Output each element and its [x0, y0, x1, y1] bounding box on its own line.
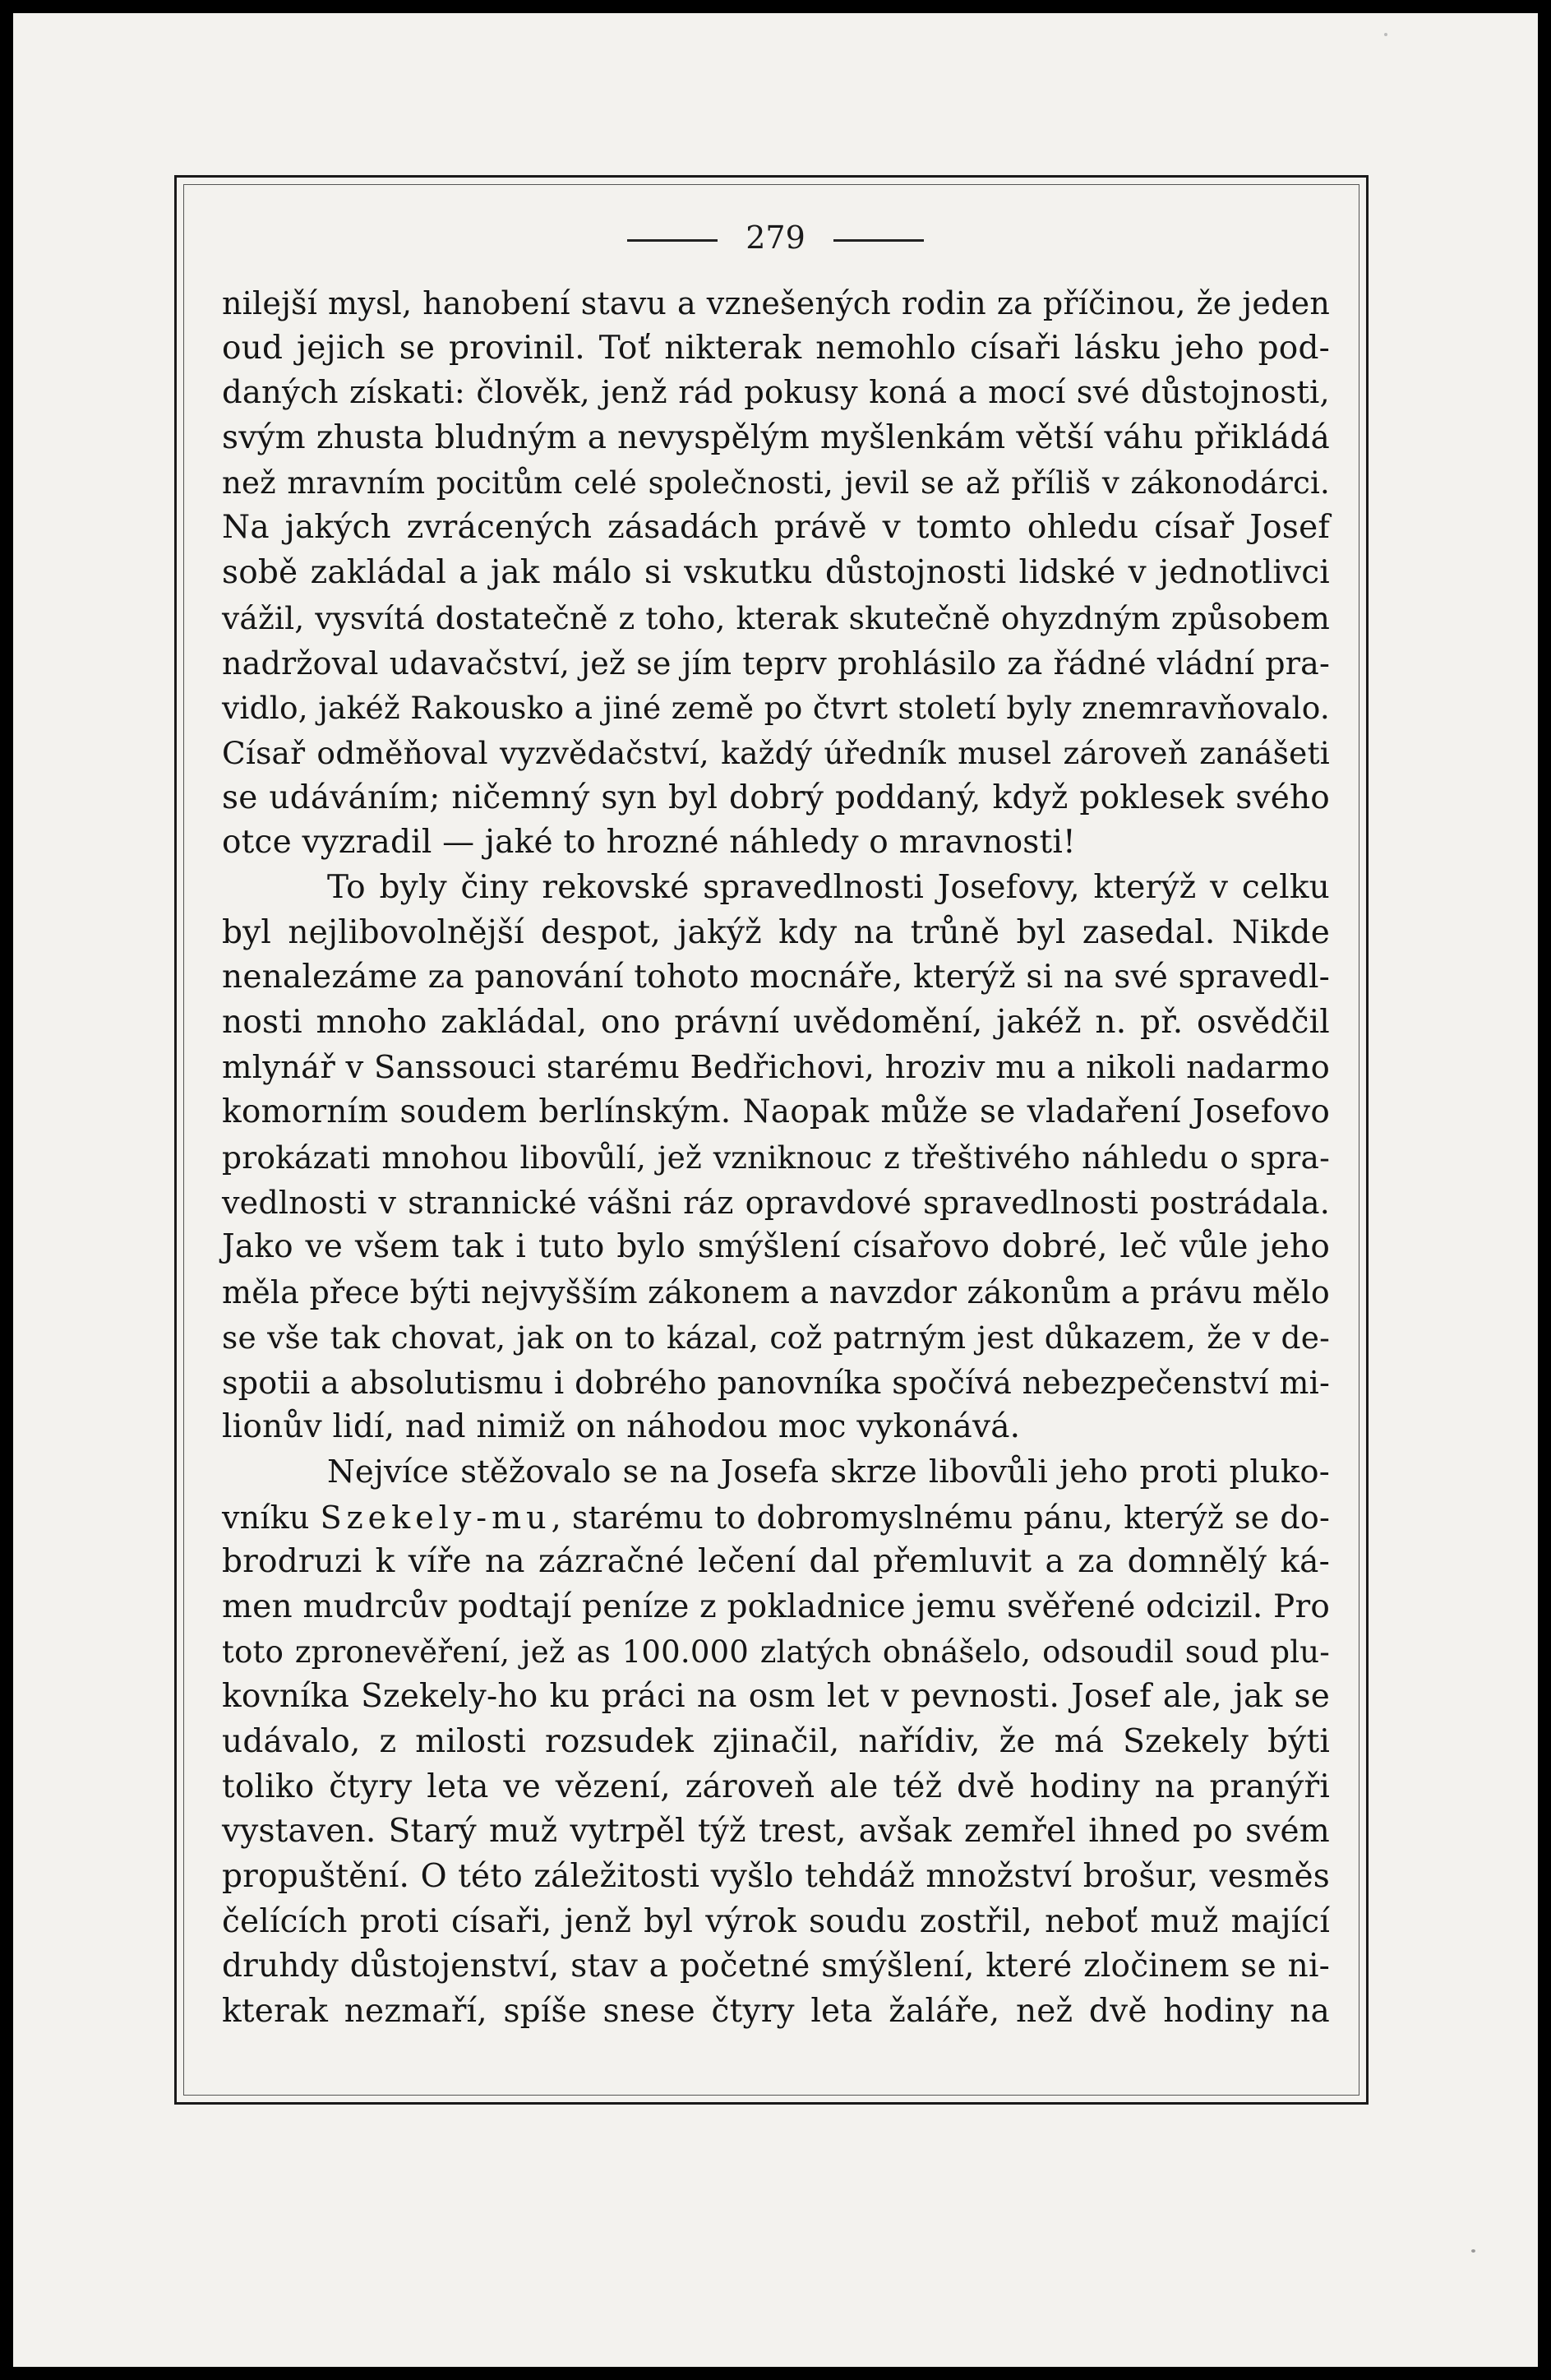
page-number: 279 [745, 220, 806, 256]
header-dash-left [627, 239, 718, 242]
text-line: svým zhusta bludným a nevyspělým myšlenkám větší váhu přikládá [222, 419, 1330, 457]
text-line: nilejší mysl, hanobení stavu a vznešených rodin za příčinou, že jeden [222, 285, 1330, 321]
text-line: udávalo, z milosti rozsudek zjinačil, nařídiv, že má Szekely býti [222, 1723, 1330, 1760]
text-line: se udáváním; ničemný syn byl dobrý poddaný, když poklesek svého [222, 779, 1330, 816]
text-line: Císař odměňoval vyzvědačství, každý úředník musel zároveň zanášeti [222, 734, 1330, 771]
text-line: vystaven. Starý muž vytrpěl týž trest, avšak zemřel ihned po svém [222, 1813, 1330, 1851]
text-line: druhdy důstojenství, stav a početné smýšlení, které zločinem se ni- [222, 1948, 1330, 1985]
text-fragment: , starému to dobromyslnému pánu, kterýž se do- [551, 1499, 1330, 1536]
text-line: se vše tak chovat, jak on to kázal, což patrným jest důkazem, že v de- [222, 1319, 1330, 1356]
text-line: sobě zakládal a jak málo si vskutku důstojnosti lidské v jednotlivci [222, 554, 1330, 592]
speck [1384, 33, 1387, 36]
text-line: byl nejlibovolnější despot, jakýž kdy na trůně byl zasedal. Nikde [222, 913, 1330, 951]
text-line: vidlo, jakéž Rakousko a jiné země po čtvrt století byly znemravňovalo. [222, 690, 1330, 727]
text-line: To byly činy rekovské spravedlnosti Josefovy, kterýž v celku [327, 868, 1330, 906]
text-fragment: vníku [222, 1499, 310, 1536]
text-line: kovníka Szekely-ho ku práci na osm let v pevnosti. Josef ale, jak se [222, 1678, 1330, 1716]
text-line: vedlnosti v strannické vášni ráz opravdové spravedlnosti postrádala. [222, 1184, 1330, 1221]
text-line: lionův lidí, nad nimiž on náhodou moc vykonává. [222, 1408, 1021, 1446]
text-line: než mravním pocitům celé společnosti, jevil se až příliš v zákonodárci. [222, 464, 1330, 501]
text-line: komorním soudem berlínským. Naopak může se vladaření Josefovo [222, 1093, 1330, 1131]
text-line: Jako ve všem tak i tuto bylo smýšlení císařovo dobré, leč vůle jeho [222, 1228, 1330, 1266]
text-line: men mudrcův podtají peníze z pokladnice jemu svěřené odcizil. Pro [222, 1587, 1330, 1625]
text-line: brodruzi k víře na zázračné lečení dal přemluvit a za domnělý ká- [222, 1543, 1330, 1581]
text-line: čelících proti císaři, jenž byl výrok soudu zostřil, neboť muž mající [222, 1902, 1330, 1940]
body-text [222, 281, 1330, 2035]
text-line: otce vyzradil — jaké to hrozné náhledy o mravnosti! [222, 824, 1076, 862]
text-line: toliko čtyry leta ve vězení, zároveň ale též dvě hodiny na pranýři [222, 1768, 1330, 1805]
text-line: prokázati mnohou libovůlí, jež vzniknouc z třeštivého náhledu o spra- [222, 1139, 1330, 1176]
text-line: toto zpronevěření, jež as 100.000 zlatých obnášelo, odsoudil soud plu- [222, 1634, 1330, 1670]
text-line: vážil, vysvítá dostatečně z toho, kterak skutečně ohyzdným způsobem [222, 599, 1330, 636]
text-line: Nejvíce stěžovalo se na Josefa skrze libovůli jeho proti pluko- [327, 1453, 1330, 1490]
header-dash-right [833, 239, 924, 242]
text-line: mlynář v Sanssouci starému Bedřichovi, hroziv mu a nikoli nadarmo [222, 1048, 1330, 1086]
spaced-name: Szekely-mu [320, 1499, 552, 1536]
text-line: nadržoval udavačství, jež se jím teprv prohlásilo za řádné vládní pra- [222, 645, 1330, 682]
text-line: měla přece býti nejvyšším zákonem a navzdor zákonům a právu mělo [222, 1274, 1330, 1311]
text-line: nosti mnoho zakládal, ono právní uvědomění, jakéž n. př. osvědčil [222, 1004, 1330, 1041]
text-line: oud jejich se provinil. Toť nikterak nemohlo císaři lásku jeho pod- [222, 329, 1330, 367]
page-header [0, 217, 1551, 258]
text-line: daných získati: člověk, jenž rád pokusy koná a mocí své důstojnosti, [222, 374, 1330, 412]
text-line: Na jakých zvrácených zásadách právě v tomto ohledu císař Josef [222, 509, 1330, 547]
speck [1471, 2249, 1475, 2253]
text-line: kterak nezmaří, spíše snese čtyry leta žaláře, než dvě hodiny na [222, 1993, 1330, 2031]
text-line [222, 1495, 1330, 1541]
text-line: nenalezáme za panování tohoto mocnáře, kterýž si na své spravedl- [222, 959, 1330, 996]
text-line: propuštění. O této záležitosti vyšlo tehdáž množství brošur, vesměs [222, 1858, 1330, 1896]
text-line: spotii a absolutismu i dobrého panovníka spočívá nebezpečenství mi- [222, 1364, 1330, 1401]
